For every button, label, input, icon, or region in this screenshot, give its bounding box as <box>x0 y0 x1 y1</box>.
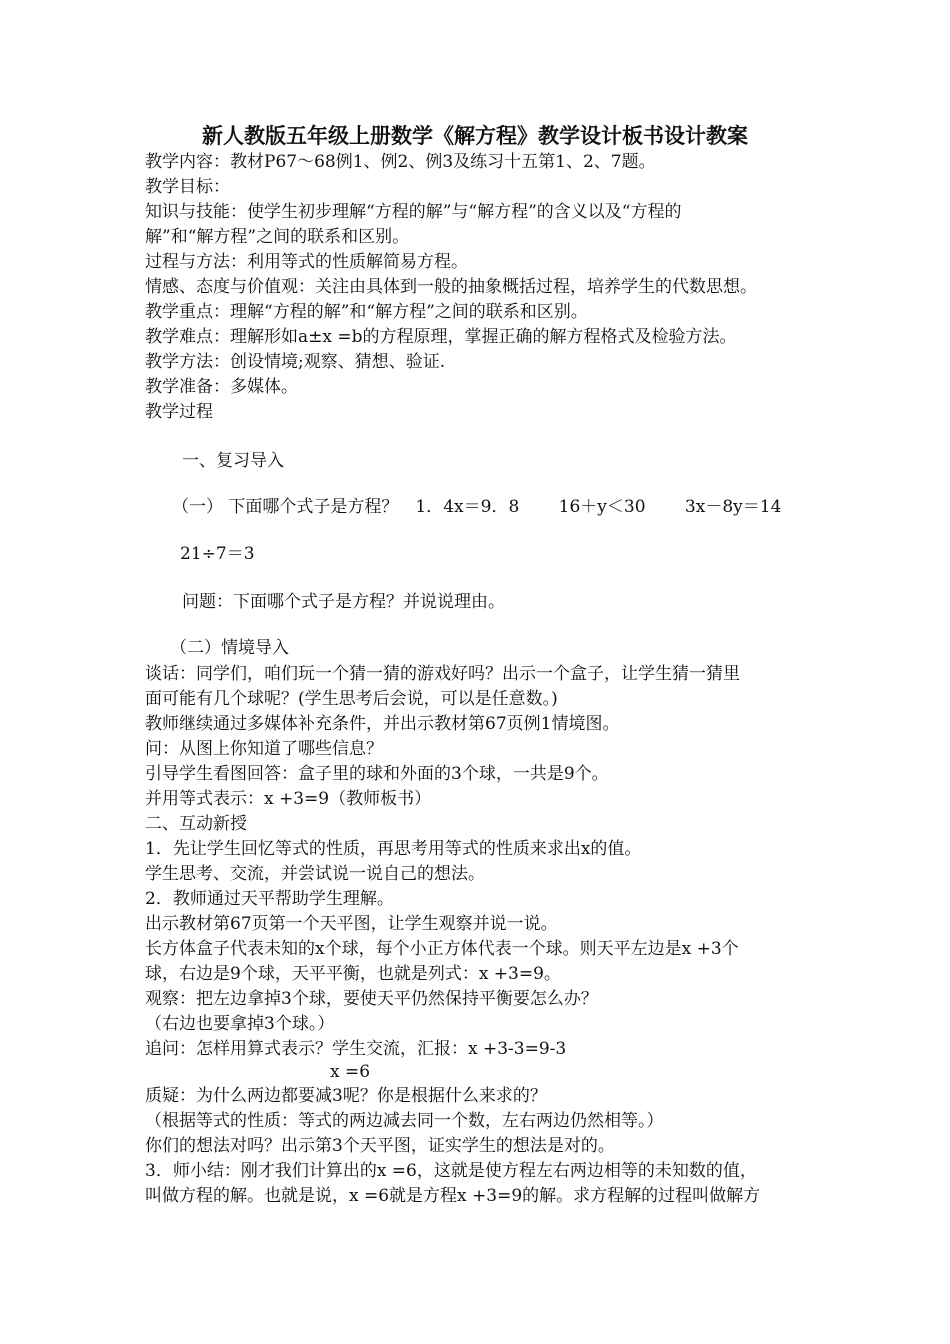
emotion-values-line: 情感、态度与价值观：关注由具体到一般的抽象概括过程，培养学生的代数思想。 <box>145 277 757 297</box>
balance-figure-line: 出示教材第67页第一个天平图，让学生观察并说一说。 <box>145 914 558 934</box>
section-interactive-heading: 二、互动新授 <box>145 814 247 834</box>
knowledge-skill-line-2: 解”和“解方程”之间的联系和区别。 <box>145 227 410 247</box>
difficulty-line: 教学难点：理解形如a±x =b的方程原理，掌握正确的解方程格式及检验方法。 <box>145 327 737 347</box>
box-represent-line-1: 长方体盒子代表未知的x个球，每个小正方体代表一个球。则天平左边是x +3个 <box>145 939 739 959</box>
observe-line: 观察：把左边拿掉3个球，要使天平仍然保持平衡要怎么办？ <box>145 989 598 1009</box>
talk-line-1: 谈话：同学们，咱们玩一个猜一猜的游戏好吗？出示一个盒子，让学生猜一猜里 <box>145 664 740 684</box>
guide-answer-line: 引导学生看图回答：盒子里的球和外面的3个球，一共是9个。 <box>145 764 609 784</box>
review-equation-line: 21÷7＝3 <box>180 544 255 564</box>
box-represent-line-2: 球，右边是9个球，天平平衡，也就是列式：x +3=9。 <box>145 964 561 984</box>
section-review-heading: 一、复习导入 <box>182 451 284 471</box>
teaching-content-line: 教学内容：教材P67～68例1、例2、例3及练习十五第1、2、7题。 <box>145 152 656 172</box>
question-info-line: 问：从图上你知道了哪些信息？ <box>145 739 383 759</box>
solution-line: x =6 <box>330 1062 371 1082</box>
follow-up-line: 追问：怎样用算式表示？学生交流，汇报：x +3-3=9-3 <box>145 1039 567 1059</box>
method-line: 教学方法：创设情境;观察、猜想、验证. <box>145 352 446 372</box>
review-question-line: （一） 下面哪个式子是方程？ 1．4x＝9．8 16＋y＜30 3x－8y＝14 <box>172 497 782 517</box>
step-1-line: 1．先让学生回忆等式的性质，再思考用等式的性质来求出x的值。 <box>145 839 642 859</box>
process-heading: 教学过程 <box>145 402 213 422</box>
property-answer-line: （根据等式的性质：等式的两边减去同一个数，左右两边仍然相等。） <box>145 1111 664 1131</box>
teaching-goals-heading: 教学目标： <box>145 177 230 197</box>
document-title: 新人教版五年级上册数学《解方程》教学设计板书设计教案 <box>202 123 748 148</box>
summary-line-2: 叫做方程的解。也就是说，x =6就是方程x +3=9的解。求方程解的过程叫做解方 <box>145 1186 761 1206</box>
query-line: 质疑：为什么两边都要减3呢？你是根据什么来求的？ <box>145 1086 547 1106</box>
talk-line-2: 面可能有几个球呢？(学生思考后会说，可以是任意数。) <box>145 689 558 709</box>
summary-line-1: 3．师小结：刚才我们计算出的x =6，这就是使方程左右两边相等的未知数的值， <box>145 1161 757 1181</box>
preparation-line: 教学准备：多媒体。 <box>145 377 298 397</box>
review-prompt-line: 问题：下面哪个式子是方程？并说说理由。 <box>182 592 505 612</box>
observe-answer-line: （右边也要拿掉3个球。） <box>145 1014 335 1034</box>
process-method-line: 过程与方法：利用等式的性质解简易方程。 <box>145 252 468 272</box>
student-think-line: 学生思考、交流，并尝试说一说自己的想法。 <box>145 864 485 884</box>
scenario-heading: （二）情境导入 <box>170 638 289 658</box>
knowledge-skill-line-1: 知识与技能：使学生初步理解“方程的解”与“解方程”的含义以及“方程的 <box>145 202 682 222</box>
step-2-line: 2．教师通过天平帮助学生理解。 <box>145 889 394 909</box>
teacher-media-line: 教师继续通过多媒体补充条件，并出示教材第67页例1情境图。 <box>145 714 620 734</box>
key-point-line: 教学重点：理解“方程的解”和“解方程”之间的联系和区别。 <box>145 302 588 322</box>
equation-board-line: 并用等式表示：x +3=9（教师板书） <box>145 789 432 809</box>
verify-line: 你们的想法对吗？出示第3个天平图，证实学生的想法是对的。 <box>145 1136 615 1156</box>
